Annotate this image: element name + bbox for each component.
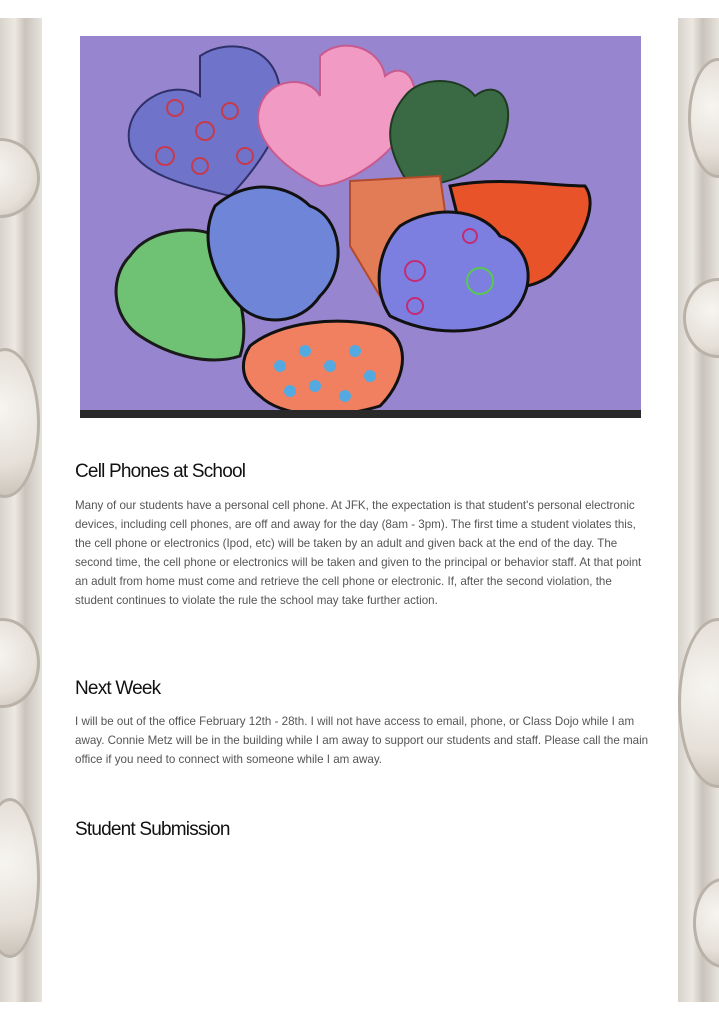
section-title-cell-phones: Cell Phones at School <box>75 461 246 482</box>
section-title-next-week: Next Week <box>75 678 161 699</box>
section-body-next-week: I will be out of the office February 12th - 28th. I will not have access to email, phone, or Class Dojo while I am away. Connie Metz will be in the building while I am away to support our students and staff. Please call the main office if you need to connect with someone while I am away. <box>75 715 649 766</box>
hearts-drawing <box>80 36 641 418</box>
section-title-student-submission: Student Submission <box>75 819 230 840</box>
background-paper-rolls-left <box>0 18 42 1002</box>
section-body-cell-phones: Many of our students have a personal cell phone. At JFK, the expectation is that student's personal electronic devices, including cell phones, are off and away for the day (8am - 3pm). The first time a student violates this, the cell phone or electronics (Ipod, etc) will be taken by an adult and given back at the end of the day. The second time, the cell phone or electronics will be taken and given to the principal or behavior staff. At that point an adult from home must come and retrieve the cell phone or electronic. If, after the second violation, the student continues to violate the rule the school may take further action. <box>75 499 642 607</box>
student-artwork-hearts <box>80 36 641 418</box>
background-paper-rolls-right <box>678 18 719 1002</box>
